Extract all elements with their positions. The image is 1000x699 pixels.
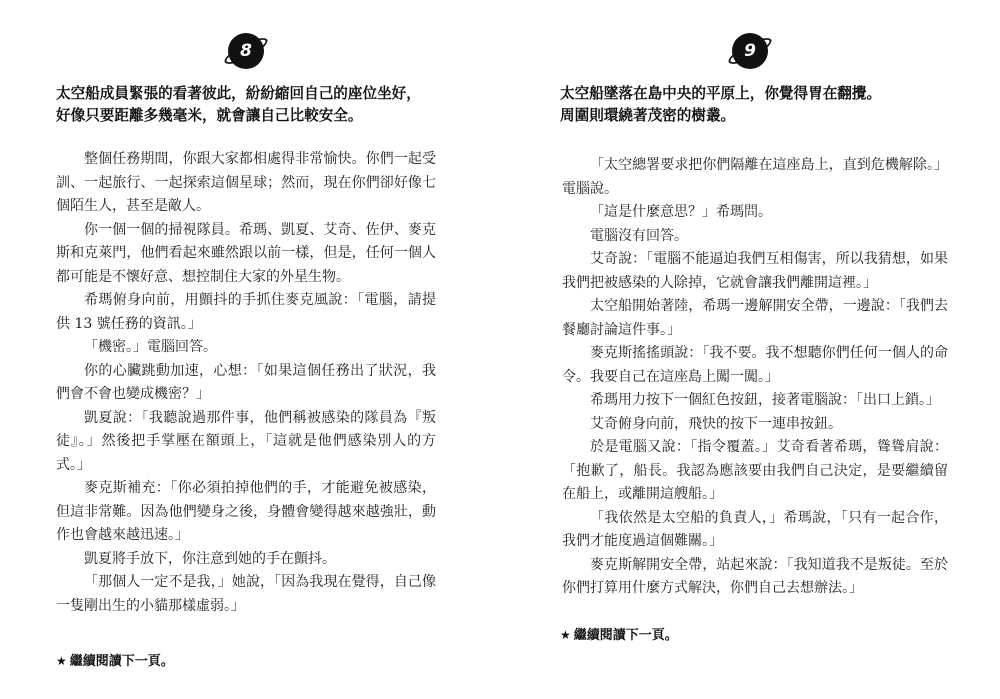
star-icon: ★ bbox=[560, 628, 571, 642]
paragraph: 凱夏說：「我聽說過那件事，他們稱被感染的隊員為『叛徒』。」然後把手掌壓在額頭上，「這就是他們感染別人的方式。」 bbox=[56, 409, 436, 473]
continue-reading-text: 繼續閱讀下一頁。 bbox=[69, 654, 174, 669]
caption-line: 太空船成員緊張的看著彼此，紛紛縮回自己的座位坐好， bbox=[56, 85, 421, 102]
right-page bbox=[500, 0, 1000, 699]
paragraph: 希瑪用力按下一個紅色按鈕，接著電腦說：「出口上鎖。」 bbox=[590, 392, 940, 408]
page-number-badge bbox=[730, 31, 774, 75]
paragraph: 「太空總署要求把你們隔離在這座島上，直到危機解除。」電腦說。 bbox=[562, 157, 948, 197]
page-number: 8 bbox=[240, 41, 252, 61]
continue-reading-note bbox=[56, 650, 174, 669]
paragraph: 「我依然是太空船的負責人，」希瑪說，「只有一起合作，我們才能度過這個難關。」 bbox=[562, 509, 948, 549]
paragraph: 艾奇說：「電腦不能逼迫我們互相傷害，所以我猜想，如果我們把被感染的人除掉，它就會讓我們離開這裡。」 bbox=[562, 251, 948, 291]
paragraph: 你一個一個的掃視隊員。希瑪、凱夏、艾奇、佐伊、麥克斯和克萊門，他們看起來雖然跟以前一樣，但是，任何一個人都可能是不懷好意、想控制住大家的外星生物。 bbox=[56, 221, 436, 285]
paragraph: 凱夏將手放下，你注意到她的手在顫抖。 bbox=[84, 550, 336, 567]
paragraph: 電腦沒有回答。 bbox=[590, 227, 688, 244]
story-text bbox=[56, 148, 436, 618]
paragraph: 於是電腦又說：「指令覆蓋。」艾奇看著希瑪，聳聳肩說：「抱歉了，船長。我認為應該要由我們自己決定，是要繼續留在船上，或離開這艘船。」 bbox=[562, 439, 948, 502]
paragraph: 艾奇俯身向前，飛快的按下一連串按鈕。 bbox=[590, 415, 842, 432]
paragraph: 整個任務期間，你跟大家都相處得非常愉快。你們一起受訓、一起旅行、一起探索這個星球；然而，現在你們卻好像七個陌生人，甚至是敵人。 bbox=[56, 151, 436, 214]
caption bbox=[560, 83, 960, 127]
page-number: 9 bbox=[744, 41, 756, 61]
story-text bbox=[562, 154, 948, 601]
paragraph: 麥克斯搖搖頭說：「我不要。我不想聽你們任何一個人的命令。我要自己在這座島上闖一闖。」 bbox=[562, 345, 948, 385]
paragraph: 「那個人一定不是我，」她說，「因為我現在覺得，自己像一隻剛出生的小貓那樣虛弱。」 bbox=[56, 574, 436, 614]
star-icon: ★ bbox=[56, 654, 67, 668]
caption bbox=[56, 83, 456, 127]
paragraph: 「這是什麼意思？」希瑪問。 bbox=[590, 204, 772, 220]
page-number-badge bbox=[226, 31, 270, 75]
paragraph: 希瑪俯身向前，用顫抖的手抓住麥克風說：「電腦，請提供 13 號任務的資訊。」 bbox=[56, 292, 436, 332]
caption-line: 好像只要距離多幾毫米，就會讓自己比較安全。 bbox=[56, 107, 363, 124]
continue-reading-text: 繼續閱讀下一頁。 bbox=[573, 628, 678, 643]
paragraph: 「機密。」電腦回答。 bbox=[84, 339, 217, 355]
paragraph: 麥克斯補充：「你必須拍掉他們的手，才能避免被感染，但這非常難。因為他們變身之後，身體會變得越來越強壯，動作也會越來越迅速。」 bbox=[56, 480, 436, 543]
paragraph: 太空船開始著陸，希瑪一邊解開安全帶，一邊說：「我們去餐廳討論這件事。」 bbox=[562, 298, 948, 338]
continue-reading-note bbox=[560, 624, 678, 643]
caption-line: 周圍則環繞著茂密的樹叢。 bbox=[560, 107, 736, 124]
paragraph: 麥克斯解開安全帶，站起來說：「我知道我不是叛徒。至於你們打算用什麼方式解決，你們自己去想辦法。」 bbox=[562, 556, 948, 596]
paragraph: 你的心臟跳動加速，心想：「如果這個任務出了狀況，我們會不會也變成機密？」 bbox=[56, 362, 436, 402]
caption-line: 太空船墜落在島中央的平原上，你覺得胃在翻攪。 bbox=[560, 85, 882, 102]
